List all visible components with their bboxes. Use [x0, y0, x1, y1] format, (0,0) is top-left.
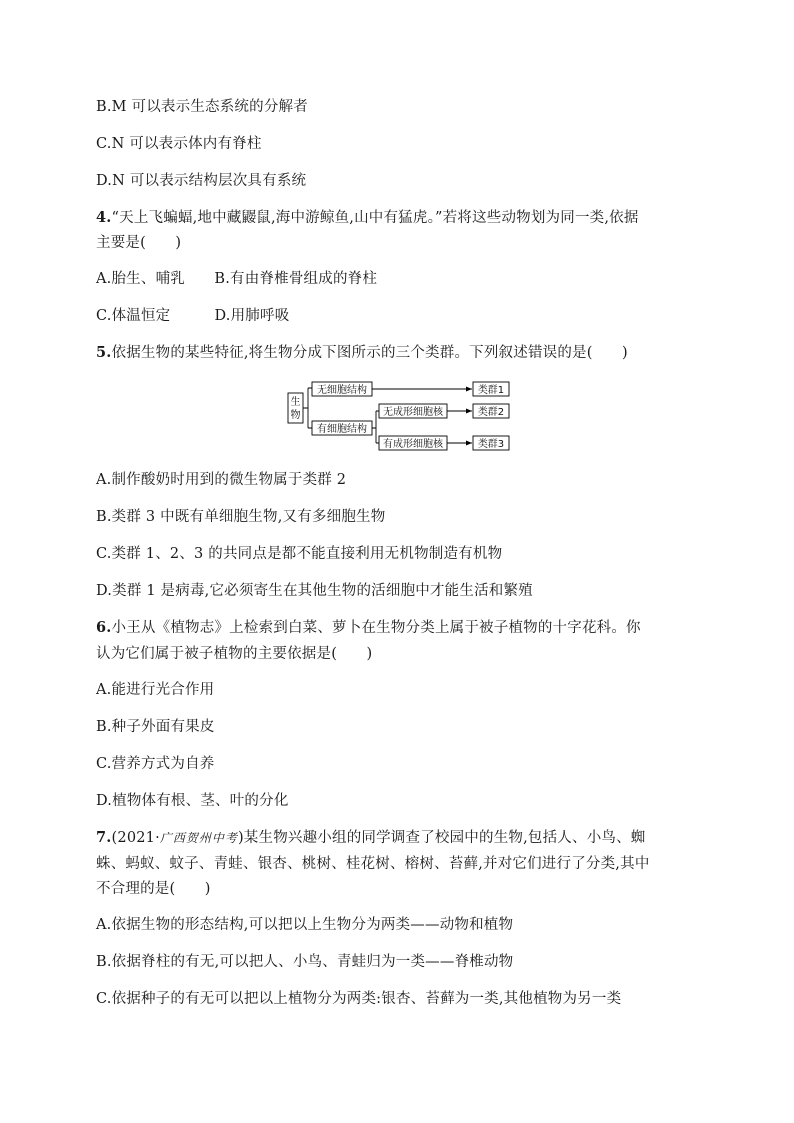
q7-stem-line1: 7.(2021·广西贺州中考)某生物兴趣小组的同学调查了校园中的生物,包括人、小鸟、蜘 [96, 829, 646, 846]
sub-box-1 [379, 404, 447, 418]
root-label-bottom: 物 [290, 410, 301, 421]
q4-options-cd: C.体温恒定 D.用肺呼吸 [96, 308, 290, 324]
classification-diagram [286, 381, 514, 453]
root-label-top: 生 [290, 397, 301, 408]
q7-option-b: B.依据脊柱的有无,可以把人、小鸟、青蛙归为一类——脊椎动物 [96, 954, 514, 970]
q4-options-ab: A.胎生、哺乳 B.有由脊椎骨组成的脊柱 [96, 271, 378, 287]
branch-label-2: 有细胞结构 [317, 424, 367, 435]
q7-option-a: A.依据生物的形态结构,可以把以上生物分为两类——动物和植物 [96, 917, 514, 933]
q3-option-d: D.N 可以表示结构层次具有系统 [96, 173, 307, 189]
q5-option-b: B.类群 3 中既有单细胞生物,又有多细胞生物 [96, 509, 386, 525]
branch-label-1: 无细胞结构 [317, 385, 367, 396]
q6-stem-line1: 6.小王从《植物志》上检索到白菜、萝卜在生物分类上属于被子植物的十字花科。你 [96, 619, 641, 636]
q5-option-c: C.类群 1、2、3 的共同点是都不能直接利用无机物制造有机物 [96, 546, 503, 562]
q5-option-a: A.制作酸奶时用到的微生物属于类群 2 [96, 472, 347, 488]
q4-stem-line1: 4.“天上飞蝙蝠,地中藏鼹鼠,海中游鲸鱼,山中有猛虎。”若将这些动物划为同一类,依据 [96, 209, 639, 226]
q6-stem-line2: 认为它们属于被子植物的主要依据是( ) [96, 646, 373, 662]
branch-box-1 [312, 382, 372, 396]
q5-option-d: D.类群 1 是病毒,它必须寄生在其他生物的活细胞中才能生活和繁殖 [96, 583, 533, 599]
root-box [288, 393, 303, 423]
q6-option-d: D.植物体有根、茎、叶的分化 [96, 793, 289, 809]
sub-label-2: 有成形细胞核 [383, 439, 443, 450]
q5-number: 5. [96, 344, 112, 361]
q7-stem-line3: 不合理的是( ) [96, 881, 211, 897]
q3-option-c: C.N 可以表示体内有脊柱 [96, 136, 262, 152]
sub-box-2 [379, 436, 447, 450]
group-box-2 [473, 404, 509, 418]
q4-stem-line2: 主要是( ) [96, 235, 182, 251]
q6-option-a: A.能进行光合作用 [96, 682, 215, 698]
group-label-2: 类群2 [477, 407, 505, 418]
q7-number: 7. [96, 829, 112, 846]
group-box-3 [473, 436, 509, 450]
q4-number: 4. [96, 209, 112, 226]
q3-option-b: B.M 可以表示生态系统的分解者 [96, 99, 308, 115]
q6-option-c: C.营养方式为自养 [96, 756, 215, 772]
sub-label-1: 无成形细胞核 [383, 407, 443, 418]
q5-stem: 5.依据生物的某些特征,将生物分成下图所示的三个类群。下列叙述错误的是( ) [96, 344, 628, 361]
branch-box-2 [312, 421, 372, 435]
q6-option-b: B.种子外面有果皮 [96, 719, 215, 735]
group-label-1: 类群1 [477, 385, 505, 396]
q7-option-c: C.依据种子的有无可以把以上植物分为两类:银杏、苔藓为一类,其他植物为另一类 [96, 991, 622, 1007]
group-box-1 [473, 382, 509, 396]
q7-stem-line2: 蛛、蚂蚁、蚊子、青蛙、银杏、桃树、桂花树、榕树、苔藓,并对它们进行了分类,其中 [96, 856, 650, 872]
q6-number: 6. [96, 619, 112, 636]
q7-source: 广西贺州中考 [159, 831, 238, 845]
group-label-3: 类群3 [477, 439, 505, 450]
